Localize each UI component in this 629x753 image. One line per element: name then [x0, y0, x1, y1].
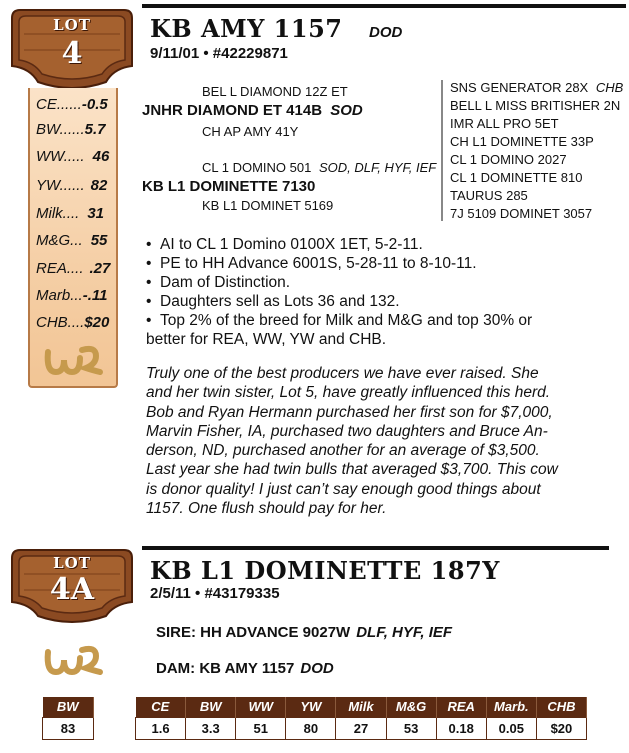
epd-header: CE — [136, 697, 186, 717]
epd-row-ww — [36, 148, 116, 170]
lot-word: LOT — [53, 554, 91, 572]
epd-label: YW — [36, 177, 60, 194]
epd-row-marb — [36, 287, 116, 309]
lot-4-registration: 9/11/01 • #42229871 — [150, 45, 288, 62]
epd-cell: 51 — [236, 717, 286, 739]
lot-4a-badge — [6, 546, 138, 626]
bw-value: 83 — [43, 717, 94, 739]
bullet-text: AI to CL 1 Domino 0100X 1ET, 5-2-11. — [160, 236, 423, 253]
epd-dots: .... — [62, 205, 80, 222]
description-line: derson, ND, purchased another for an average of $3,500. — [146, 442, 540, 460]
description-line: and her twin sister, Lot 5, have greatly influenced this herd. — [146, 384, 551, 402]
epd-row-yw — [36, 177, 116, 199]
bullet-item — [146, 292, 624, 311]
dam-tag: DOD — [300, 660, 334, 677]
pedigree-dam-dam: KB L1 DOMINET 5169 — [202, 198, 334, 213]
epd-value: 46 — [92, 148, 110, 165]
epd-dots: ..... — [63, 148, 85, 165]
bullet-text: PE to HH Advance 6001S, 5-28-11 to 8-10-11. — [160, 255, 477, 272]
epd-label: Marb — [36, 287, 71, 304]
pedigree-bracket — [441, 80, 443, 221]
lot-word: LOT — [53, 16, 91, 34]
pedigree-far-3: CH L1 DOMINETTE 33P — [450, 134, 594, 149]
epd-label: WW — [36, 148, 64, 165]
epd-dots: ...... — [59, 121, 85, 138]
epd-cell: 53 — [386, 717, 436, 739]
epd-dots: .... — [67, 314, 85, 331]
epd-cell: 3.3 — [186, 717, 236, 739]
epd-value: 5.7 — [84, 121, 106, 138]
epd-label: CE — [36, 96, 57, 113]
bullet-item — [146, 311, 624, 330]
lot-4-description — [146, 364, 624, 518]
lot-4-top-rule — [142, 4, 626, 8]
pedigree-far-tag: CHB — [595, 80, 624, 95]
epd-cell: $20 — [536, 717, 586, 739]
pedigree-sire-tag: SOD — [330, 102, 363, 119]
lot-4-animal-name: KB AMY 1157 — [150, 14, 343, 43]
dam-label: DAM: KB AMY 1157 — [156, 660, 295, 677]
pedigree-far-4: CL 1 DOMINO 2027 — [450, 152, 567, 167]
epd-cell: 80 — [286, 717, 336, 739]
epd-value: .27 — [89, 260, 111, 277]
sire-tag: DLF, HYF, IEF — [356, 624, 453, 641]
epd-header: BW — [186, 697, 236, 717]
description-line: Bob and Ryan Hermann purchased her first son for $7,000, — [146, 403, 553, 421]
ranch-brand-icon — [42, 642, 106, 682]
epd-label: REA — [36, 260, 67, 277]
epd-row-chb — [36, 314, 116, 336]
bullet-dot-icon: • — [146, 312, 152, 329]
epd-dots: ...... — [59, 177, 85, 194]
bullet-dot-icon: • — [146, 274, 152, 291]
pedigree-far-2: IMR ALL PRO 5ET — [450, 116, 559, 131]
pedigree-far-0 — [450, 80, 623, 95]
pedigree-dam-sire — [202, 160, 436, 175]
epd-cell: 0.18 — [436, 717, 486, 739]
lot-number: 4A — [49, 572, 95, 607]
lot-4-bullets — [146, 235, 624, 349]
epd-label: M&G — [36, 232, 71, 249]
bullet-text: Dam of Distinction. — [160, 274, 291, 291]
pedigree-far-1: BELL L MISS BRITISHER 2N — [450, 98, 621, 113]
description-line: Marvin Fisher, IA, purchased two daughters and Bruce An- — [146, 422, 548, 440]
lot-4a-sire — [156, 624, 452, 641]
bullet-dot-icon: • — [146, 293, 152, 310]
bullet-item — [146, 235, 624, 254]
lot-4a-animal-name: KB L1 DOMINETTE 187Y — [150, 556, 500, 585]
description-line: Truly one of the best producers we have ever raised. She — [146, 365, 539, 382]
epd-row-milk — [36, 205, 116, 227]
sire-label: SIRE: HH ADVANCE 9027W — [156, 624, 351, 641]
description-line: Last year she had twin bulls that averaged $3,700. This cow — [146, 461, 558, 479]
epd-header: Marb. — [486, 697, 536, 717]
pedigree-far-name: SNS GENERATOR 28X — [450, 80, 589, 95]
ranch-brand-icon — [42, 342, 106, 382]
bullet-text: Daughters sell as Lots 36 and 132. — [160, 293, 400, 310]
epd-header: YW — [286, 697, 336, 717]
epd-value: 82 — [90, 177, 108, 194]
lot-4a-registration: 2/5/11 • #43179335 — [150, 585, 280, 602]
epd-row-rea — [36, 260, 116, 282]
epd-cell: 1.6 — [136, 717, 186, 739]
pedigree-dam-sire-name: CL 1 DOMINO 501 — [202, 160, 312, 175]
epd-row-bw — [36, 121, 116, 143]
epd-header: Milk — [336, 697, 386, 717]
pedigree-dam-sire-tag: SOD, DLF, HYF, IEF — [318, 160, 437, 175]
epd-row-ce — [36, 96, 116, 118]
pedigree-far-5: CL 1 DOMINETTE 810 — [450, 170, 583, 185]
bw-header: BW — [43, 697, 94, 717]
pedigree-dam: KB L1 DOMINETTE 7130 — [142, 178, 316, 195]
lot-4-epd-panel — [28, 88, 118, 388]
epd-header: M&G — [386, 697, 436, 717]
lot-4-badge — [6, 4, 138, 92]
bullet-continuation: better for REA, WW, YW and CHB. — [146, 331, 387, 348]
epd-label: CHB — [36, 314, 68, 331]
lot-4a-dam — [156, 660, 334, 677]
description-line: 1157. One flush should pay for her. — [146, 500, 387, 518]
bullet-text: Top 2% of the breed for Milk and M&G and top 30% or — [160, 312, 533, 329]
epd-cell: 0.05 — [486, 717, 536, 739]
epd-value: -0.5 — [81, 96, 108, 113]
lot-4-dod-badge: DOD — [369, 24, 403, 41]
bullet-item — [146, 254, 624, 273]
epd-value: -.11 — [82, 287, 108, 304]
bullet-item — [146, 273, 624, 292]
pedigree-sire-sire: BEL L DIAMOND 12Z ET — [202, 84, 348, 99]
epd-label: Milk — [36, 205, 63, 222]
lot-4a-bw-table — [42, 697, 94, 740]
epd-dots: ... — [70, 232, 83, 249]
epd-header: REA — [436, 697, 486, 717]
lot-4a-top-rule — [142, 546, 609, 550]
lot-4a-epd-table — [135, 697, 587, 740]
bullet-dot-icon: • — [146, 255, 152, 272]
epd-value: $20 — [84, 314, 110, 331]
pedigree-sire-dam: CH AP AMY 41Y — [202, 124, 299, 139]
epd-header: CHB — [536, 697, 586, 717]
epd-row-mg — [36, 232, 116, 254]
bullet-dot-icon: • — [146, 236, 152, 253]
pedigree-sire — [142, 103, 363, 118]
epd-value: 55 — [90, 232, 108, 249]
pedigree-far-6: TAURUS 285 — [450, 188, 528, 203]
epd-dots: ... — [70, 287, 83, 304]
pedigree-far-7: 7J 5109 DOMINET 3057 — [450, 206, 593, 221]
epd-dots: ...... — [56, 96, 82, 113]
epd-value: 31 — [87, 205, 105, 222]
description-line: is donor quality! I just can’t say enough good things about — [146, 480, 541, 498]
epd-header: WW — [236, 697, 286, 717]
pedigree-sire-name: JNHR DIAMOND ET 414B — [142, 102, 323, 119]
lot-number: 4 — [61, 36, 83, 71]
epd-cell: 27 — [336, 717, 386, 739]
epd-dots: .... — [66, 260, 84, 277]
epd-label: BW — [36, 121, 60, 138]
